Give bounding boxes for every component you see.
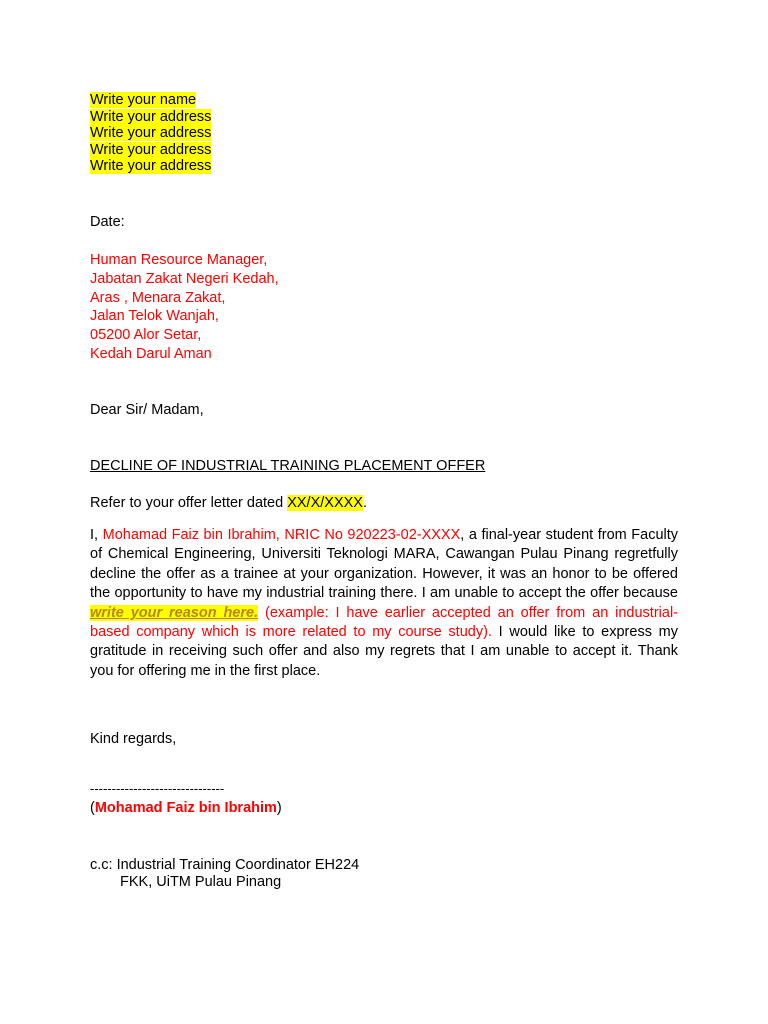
body-text: I would like to express my gratitude in receiving such offer and also my regrets that I am unable to accept it. Thank you for offering me in the first place. xyxy=(90,624,678,679)
sender-address-line: Write your address xyxy=(90,125,212,142)
reference-date-placeholder: XX/X/XXXX xyxy=(287,495,363,511)
salutation: Dear Sir/ Madam, xyxy=(90,402,204,418)
recipient-line: Jalan Telok Wanjah, xyxy=(90,308,219,325)
cc-block xyxy=(90,857,359,891)
recipient-line: Human Resource Manager, xyxy=(90,252,268,268)
reference-line xyxy=(90,495,367,512)
subject-heading: DECLINE OF INDUSTRIAL TRAINING PLACEMENT OFFER xyxy=(90,458,486,474)
body-text: , a final-year student from Faculty of Chemical Engineering, Universiti Teknologi MARA, Cawangan Pulau Pinang regretfully decline the offer as a trainee at your organization. However, it was an honor to be offered the opportunity to have my industrial training there. I am unable to accept the offer because xyxy=(90,527,679,602)
recipient-line: 05200 Alor Setar, xyxy=(90,327,202,344)
reason-placeholder: write your reason here. xyxy=(90,604,259,621)
sender-address-line: Write your address xyxy=(90,158,212,175)
signature-name: Mohamad Faiz bin Ibrahim xyxy=(94,800,277,816)
signature-paren: ) xyxy=(276,800,282,816)
sender-address-line: Write your address xyxy=(90,108,212,125)
cc-line: c.c: Industrial Training Coordinator EH224 xyxy=(90,857,360,873)
example-text: (example: I have earlier accepted an offer from an industrial-based company which is more related to my course study). xyxy=(90,604,679,641)
signature-paren: ( xyxy=(90,800,95,816)
recipient-block xyxy=(90,251,279,364)
reference-suffix: . xyxy=(362,495,367,511)
date-label: Date: xyxy=(90,214,125,230)
recipient-line: Jabatan Zakat Negeri Kedah, xyxy=(90,270,279,287)
recipient-line: Aras , Menara Zakat, xyxy=(90,289,226,306)
recipient-line: Kedah Darul Aman xyxy=(90,345,212,362)
student-info: Mohamad Faiz bin Ibrahim, NRIC No 920223-02-XXXX xyxy=(102,527,461,543)
body-paragraph xyxy=(90,526,678,681)
signature-name-block xyxy=(90,800,282,817)
sender-block xyxy=(90,92,211,175)
sender-address-line: Write your address xyxy=(90,141,212,158)
body-text: I, xyxy=(90,527,103,543)
sender-name: Write your name xyxy=(90,92,197,108)
closing: Kind regards, xyxy=(90,731,177,747)
signature-line: ------------------------------- xyxy=(90,781,225,796)
cc-line: FKK, UiTM Pulau Pinang xyxy=(120,874,282,890)
reference-prefix: Refer to your offer letter dated xyxy=(90,495,288,511)
